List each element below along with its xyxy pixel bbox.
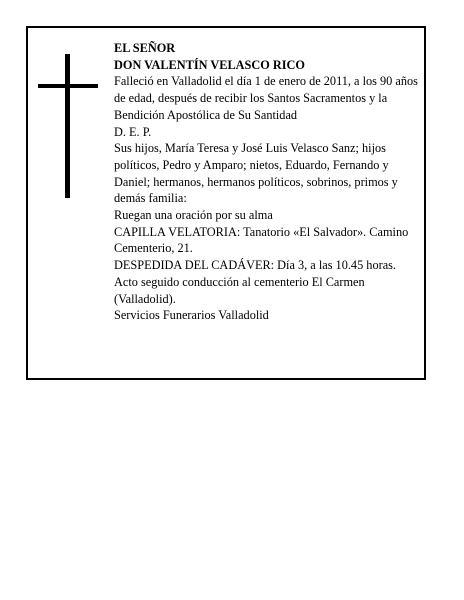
cross-vertical-bar: [65, 54, 70, 198]
farewell-info: DESPEDIDA DEL CADÁVER: Día 3, a las 10.45 horas. Acto seguido conducción al cementerio El Carmen (Valladolid).: [114, 258, 397, 306]
cross-icon: [38, 54, 98, 198]
chapel-info: CAPILLA VELATORIA: Tanatorio «El Salvador». Camino Cementerio, 21.: [114, 224, 409, 256]
prayer-request: Ruegan una oración por su alma: [114, 208, 273, 223]
cross-horizontal-bar: [38, 84, 98, 88]
death-announcement: Falleció en Valladolid el día 1 de enero de 2011, a los 90 años de edad, después de recibir los Santos Sacramentos y la Bendición Apostólica de Su Santidad: [114, 74, 418, 122]
notice-body: [114, 40, 420, 324]
funeral-services: Servicios Funerarios Valladolid: [114, 308, 269, 323]
family-list: Sus hijos, María Teresa y José Luis Velasco Sanz; hijos políticos, Pedro y Amparo; nietos, Eduardo, Fernando y Daniel; hermanos, hermanos políticos, sobrinos, primos y demás familia:: [114, 141, 398, 206]
obituary-notice: [26, 26, 426, 380]
dep-text: D. E. P.: [114, 124, 152, 139]
deceased-name: DON VALENTÍN VELASCO RICO: [114, 57, 305, 72]
notice-title: EL SEÑOR: [114, 41, 176, 55]
